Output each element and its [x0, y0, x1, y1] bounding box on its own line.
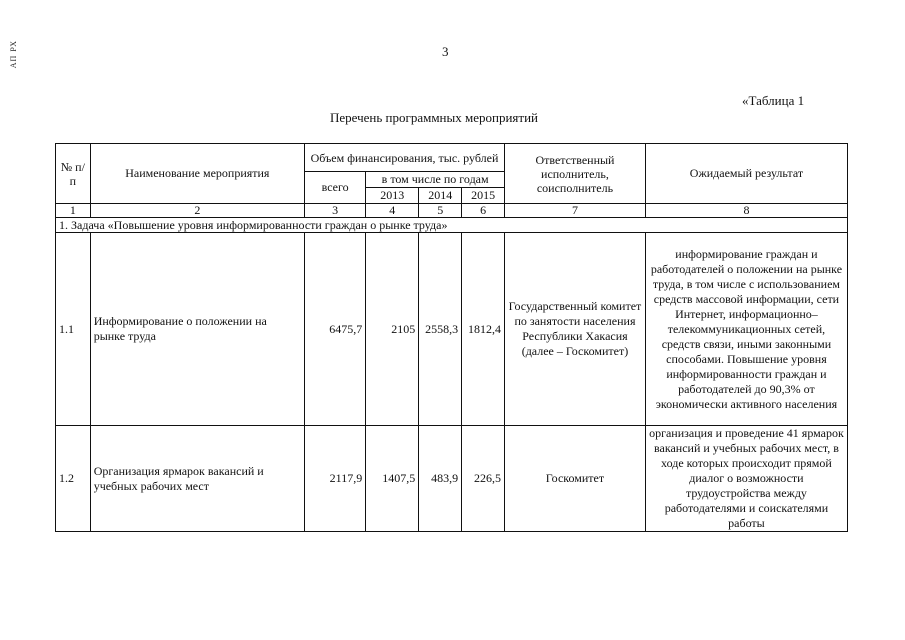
header-funding: Объем финансирования, тыс. рублей [305, 144, 505, 172]
row-2013: 1407,5 [366, 426, 419, 532]
task-title: 1. Задача «Повышение уровня информированности граждан о рынке труда» [56, 218, 848, 233]
row-2014: 2558,3 [419, 233, 462, 426]
header-row-1 [56, 144, 848, 172]
column-number: 2 [90, 204, 304, 218]
column-number: 4 [366, 204, 419, 218]
header-by-years: в том числе по годам [366, 172, 505, 188]
page-number: 3 [442, 44, 449, 59]
column-number: 1 [56, 204, 91, 218]
row-name: Информирование о положении на рынке труда [90, 233, 304, 426]
row-result: организация и проведение 41 ярмарок вакансий и учебных рабочих мест, в ходе которых происходит прямой диалог о возможности трудоустройства между работодателями и соискателями работы [645, 426, 847, 532]
column-number: 7 [505, 204, 646, 218]
row-responsible: Государственный комитет по занятости населения Республики Хакасия (далее – Госкомитет) [505, 233, 646, 426]
column-number-row [56, 204, 848, 218]
table-label: «Таблица 1 [742, 93, 805, 108]
table-row [56, 426, 848, 532]
row-2014: 483,9 [419, 426, 462, 532]
header-year-2014: 2014 [419, 188, 462, 204]
row-total: 6475,7 [305, 233, 366, 426]
row-total: 2117,9 [305, 426, 366, 532]
header-responsible: Ответственный исполнитель, соисполнитель [505, 144, 646, 204]
header-year-2015: 2015 [462, 188, 505, 204]
header-name: Наименование мероприятия [90, 144, 304, 204]
row-result: информирование граждан и работодателей о положении на рынке труда, в том числе с использованием средств массовой информации, сети Интернет, информационно–телекоммуникационных сетей, средств связи, иными законными способами. Повышение уровня информированности граждан и работодателей до 90,3% от экономически активного населения [645, 233, 847, 426]
programme-table [55, 143, 848, 532]
row-num: 1.2 [56, 426, 91, 532]
header-num: № п/п [56, 144, 91, 204]
row-num: 1.1 [56, 233, 91, 426]
row-2015: 226,5 [462, 426, 505, 532]
row-2015: 1812,4 [462, 233, 505, 426]
row-name: Организация ярмарок вакансий и учебных рабочих мест [90, 426, 304, 532]
column-number: 8 [645, 204, 847, 218]
row-2013: 2105 [366, 233, 419, 426]
column-number: 3 [305, 204, 366, 218]
table-title: Перечень программных мероприятий [330, 110, 538, 125]
row-responsible: Госкомитет [505, 426, 646, 532]
side-stamp: АП РХ [9, 40, 18, 69]
task-row [56, 218, 848, 233]
column-number: 6 [462, 204, 505, 218]
header-year-2013: 2013 [366, 188, 419, 204]
column-number: 5 [419, 204, 462, 218]
header-result: Ожидаемый результат [645, 144, 847, 204]
table-row [56, 233, 848, 426]
header-total: всего [305, 172, 366, 204]
